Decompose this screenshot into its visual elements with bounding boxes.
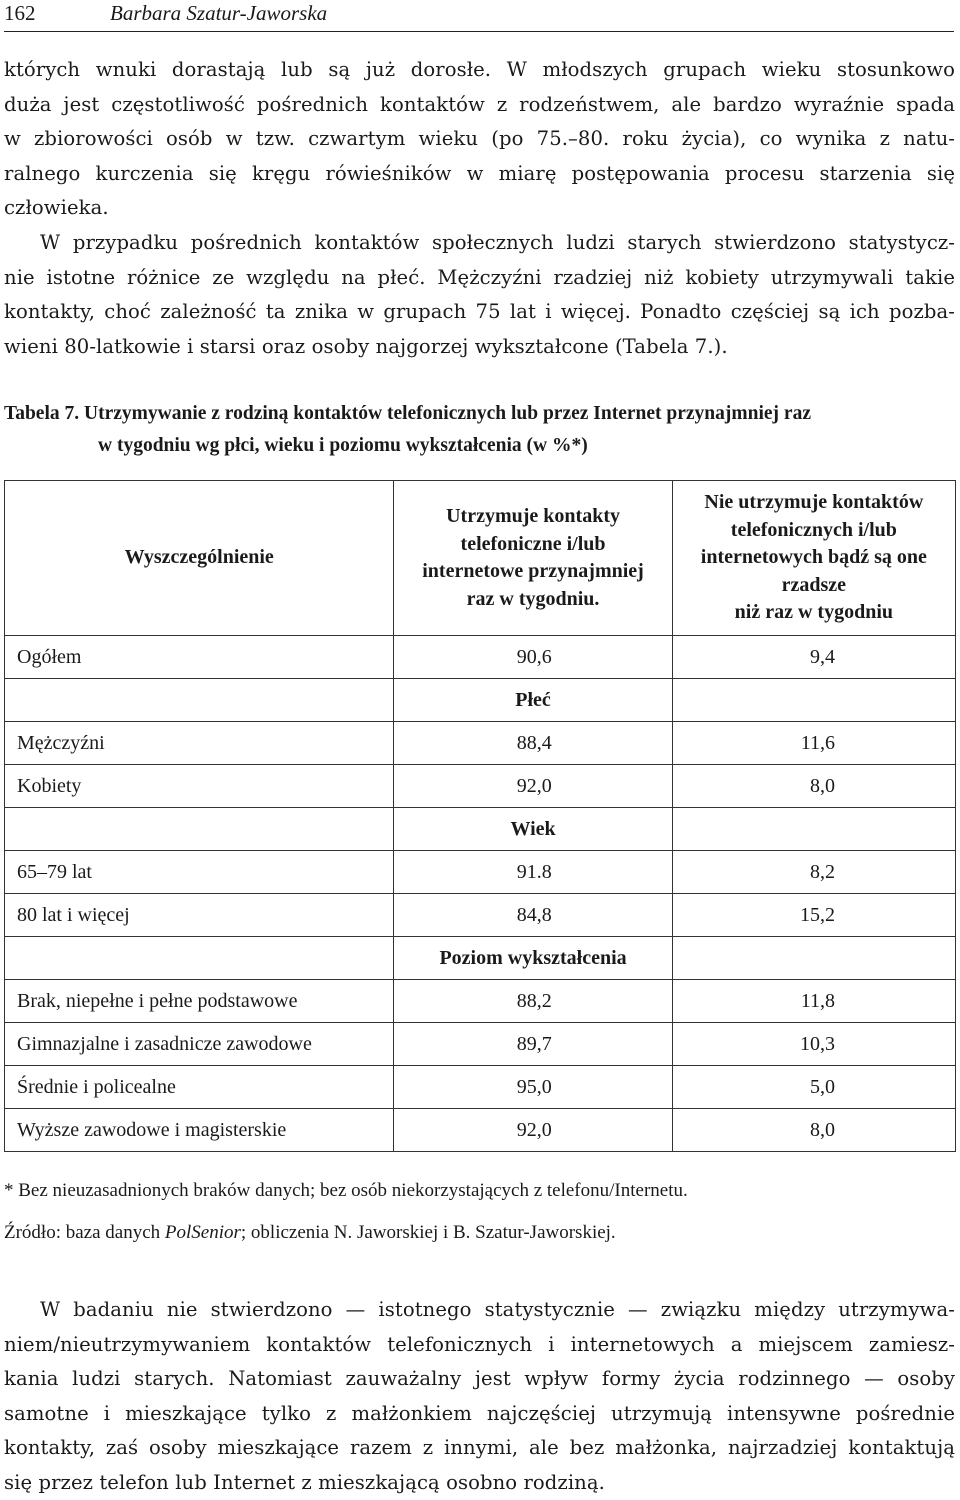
text-line: samotne i mieszkające tylko z małżonkiem najczęściej utrzymują intensywne pośrednie: [4, 1397, 955, 1432]
paragraph-1: [4, 53, 955, 226]
header-line: Utrzymuje kontakty: [394, 503, 671, 531]
text-line: wieni 80-latkowie i starsi oraz osoby najgorzej wykształcone (Tabela 7.).: [4, 330, 955, 365]
row-label: 80 lat i więcej: [5, 894, 394, 937]
value-nie-utrzymuje: 9,4: [672, 636, 955, 679]
table-row: [5, 765, 956, 808]
text-line: niem/nieutrzymywaniem kontaktów telefonicznych i internetowych a miejscem zamiesz-: [4, 1328, 955, 1363]
value-utrzymuje: 88,4: [394, 722, 672, 765]
value-nie-utrzymuje: 8,0: [672, 1109, 955, 1152]
table-row: [5, 980, 956, 1023]
paragraph-2: [4, 226, 955, 364]
header-utrzymuje: [394, 481, 672, 636]
value-nie-utrzymuje: 11,8: [672, 980, 955, 1023]
header-line: internetowych bądź są one: [673, 544, 955, 572]
running-author: Barbara Szatur-Jaworska: [110, 1, 327, 26]
value-utrzymuje: 90,6: [394, 636, 672, 679]
row-label: Mężczyźni: [5, 722, 394, 765]
text-line: nie istotne różnice ze względu na płeć. Mężczyźni rzadziej niż kobiety utrzymywali takie: [4, 261, 955, 296]
section-title-plec: Płeć: [394, 679, 672, 722]
table-footnote: * Bez nieuzasadnionych braków danych; bez osób niekorzystających z telefonu/Internetu.: [4, 1180, 956, 1202]
text-line: człowieka.: [4, 191, 955, 226]
header-line: telefoniczne i/lub: [394, 531, 671, 559]
row-label: Średnie i policealne: [5, 1066, 394, 1109]
value-nie-utrzymuje: 10,3: [672, 1023, 955, 1066]
section-row: [5, 808, 956, 851]
data-table: [4, 480, 956, 1152]
value-nie-utrzymuje: 8,2: [672, 851, 955, 894]
header-line: Nie utrzymuje kontaktów: [673, 489, 955, 517]
table-row-ogolem: [5, 636, 956, 679]
paragraph-3: [4, 1293, 955, 1500]
caption-line: Tabela 7. Utrzymywanie z rodziną kontaktów telefonicznych lub przez Internet przynajmniej raz: [4, 398, 959, 430]
value-utrzymuje: 84,8: [394, 894, 672, 937]
section-row: [5, 937, 956, 980]
value-utrzymuje: 91.8: [394, 851, 672, 894]
value-utrzymuje: 95,0: [394, 1066, 672, 1109]
caption-line: w tygodniu wg płci, wieku i poziomu wykształcenia (w %*): [4, 430, 959, 462]
row-label: Gimnazjalne i zasadnicze zawodowe: [5, 1023, 394, 1066]
table-row: [5, 894, 956, 937]
text-line: ralnego kurczenia się kręgu rówieśników w miarę postępowania procesu starzenia się: [4, 157, 955, 192]
header-line: rzadsze: [673, 572, 955, 600]
value-nie-utrzymuje: 5,0: [672, 1066, 955, 1109]
row-label: Wyższe zawodowe i magisterskie: [5, 1109, 394, 1152]
text-line: kontakty, zaś osoby mieszkające razem z innymi, ale bez małżonka, najrzadziej kontaktują: [4, 1431, 955, 1466]
header-line: raz w tygodniu.: [394, 586, 671, 614]
table-header-row: [5, 481, 956, 636]
header-line: internetowe przynajmniej: [394, 558, 671, 586]
header-nie-utrzymuje: [672, 481, 955, 636]
running-header: [4, 0, 954, 32]
row-label: Ogółem: [5, 636, 394, 679]
table-row: [5, 1023, 956, 1066]
header-line: telefonicznych i/lub: [673, 517, 955, 545]
text-line: W przypadku pośrednich kontaktów społecznych ludzi starych stwierdzono statystycz-: [4, 226, 955, 261]
value-utrzymuje: 88,2: [394, 980, 672, 1023]
value-utrzymuje: 92,0: [394, 1109, 672, 1152]
section-title-wiek: Wiek: [394, 808, 672, 851]
value-utrzymuje: 89,7: [394, 1023, 672, 1066]
row-label: 65–79 lat: [5, 851, 394, 894]
value-nie-utrzymuje: 11,6: [672, 722, 955, 765]
table-caption: [4, 398, 959, 462]
text-line: się przez telefon lub Internet z mieszkającą osobno rodziną.: [4, 1466, 955, 1500]
text-line: w zbiorowości osób w tzw. czwartym wieku (po 75.–80. roku życia), co wynika z natu-: [4, 122, 955, 157]
table-row: [5, 722, 956, 765]
text-line: W badaniu nie stwierdzono — istotnego statystycznie — związku między utrzymywa-: [4, 1293, 955, 1328]
source-suffix: ; obliczenia N. Jaworskiej i B. Szatur-Jaworskiej.: [241, 1222, 616, 1243]
text-line: duża jest częstotliwość pośrednich kontaktów z rodzeństwem, ale bardzo wyraźnie spada: [4, 88, 955, 123]
text-line: kontakty, choć zależność ta znika w grupach 75 lat i więcej. Ponadto częściej są ich pozba-: [4, 295, 955, 330]
text-line: których wnuki dorastają lub są już dorosłe. W młodszych grupach wieku stosunkowo: [4, 53, 955, 88]
source-database-name: PolSenior: [165, 1222, 241, 1243]
header-line: niż raz w tygodniu: [673, 599, 955, 627]
section-title-wyksztalcenie: Poziom wykształcenia: [394, 937, 672, 980]
table-source: [4, 1222, 956, 1244]
table-row: [5, 1109, 956, 1152]
row-label: Brak, niepełne i pełne podstawowe: [5, 980, 394, 1023]
value-nie-utrzymuje: 15,2: [672, 894, 955, 937]
table-row: [5, 1066, 956, 1109]
section-row: [5, 679, 956, 722]
row-label: Kobiety: [5, 765, 394, 808]
source-prefix: Źródło: baza danych: [4, 1222, 165, 1243]
page-number: 162: [4, 1, 36, 26]
value-nie-utrzymuje: 8,0: [672, 765, 955, 808]
header-wyszczegolnienie: Wyszczególnienie: [5, 481, 394, 636]
text-line: kania ludzi starych. Natomiast zauważalny jest wpływ formy życia rodzinnego — osoby: [4, 1362, 955, 1397]
value-utrzymuje: 92,0: [394, 765, 672, 808]
table-row: [5, 851, 956, 894]
